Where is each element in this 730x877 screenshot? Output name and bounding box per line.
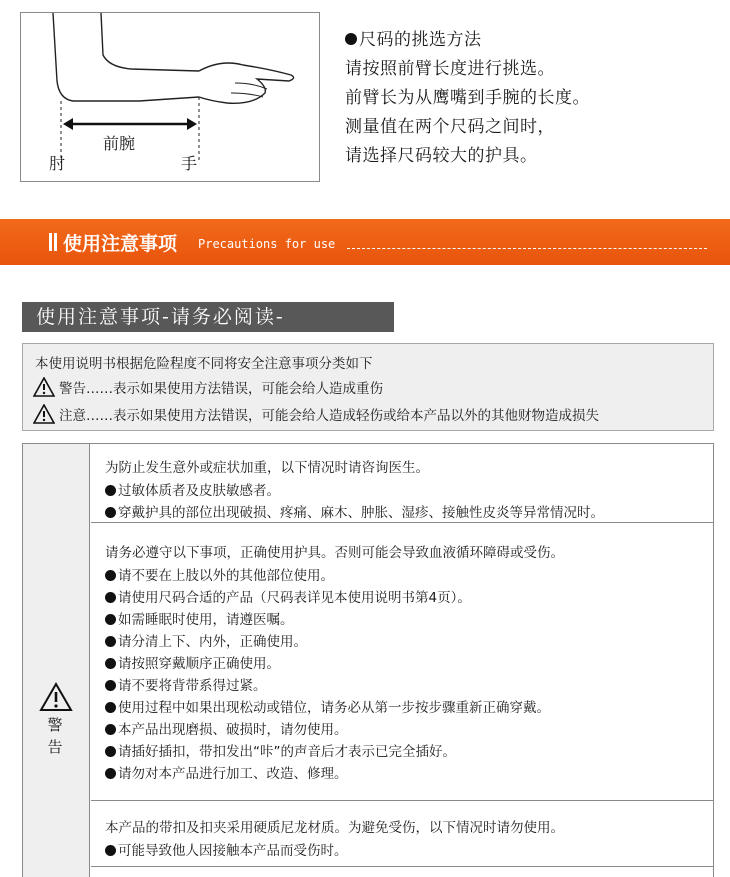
list-item: 请插好插扣，带扣发出“咔”的声音后才表示已完全插好。	[105, 740, 456, 760]
banner-divider	[347, 248, 707, 249]
section-heading: 使用注意事项-请务必阅读-	[22, 302, 394, 332]
banner-subtitle: Precautions for use	[198, 237, 336, 251]
list-item: 请分清上下、内外，正确使用。	[105, 630, 307, 650]
size-method-line: 测量值在两个尺码之间时，	[345, 117, 555, 137]
bullet-icon	[105, 746, 116, 757]
bullet-icon	[105, 507, 116, 518]
warning-block-hard-nylon	[91, 801, 714, 867]
forearm-span-label: 前腕	[103, 134, 136, 153]
bullet-icon	[105, 636, 116, 647]
size-method-line: 前臂长为从鹰嘴到手腕的长度。	[345, 88, 590, 108]
list-item: 请不要在上肢以外的其他部位使用。	[105, 564, 334, 584]
bullet-icon	[105, 680, 116, 691]
arm-illustration-icon	[21, 13, 321, 183]
bullet-icon	[105, 658, 116, 669]
list-item: 本产品出现磨损、破损时，请勿使用。	[105, 718, 348, 738]
banner-bar-icon	[54, 233, 57, 251]
warning-block-consult-doctor	[91, 444, 714, 523]
bullet-icon	[105, 485, 116, 496]
bullet-icon	[105, 724, 116, 735]
classification-intro: 本使用说明书根据危险程度不同将安全注意事项分类如下	[35, 356, 373, 372]
block-intro: 请务必遵守以下事项，正确使用护具。否则可能会导致血液循环障碍或受伤。	[105, 545, 564, 561]
warning-triangle-icon	[33, 377, 55, 397]
list-item: 请不要将背带系得过紧。	[105, 674, 267, 694]
banner-bar-icon	[49, 233, 52, 251]
list-item: 使用过程中如果出现松动或错位，请务必从第一步按步骤重新正确穿戴。	[105, 696, 550, 716]
warning-definition: 警告……表示如果使用方法错误，可能会给人造成重伤	[33, 377, 383, 397]
bullet-icon	[105, 614, 116, 625]
precautions-banner	[0, 219, 730, 265]
hazard-classification-box	[22, 343, 714, 431]
bullet-icon	[105, 570, 116, 581]
warning-block-correct-use	[91, 523, 714, 801]
size-method-line: 请选择尺码较大的护具。	[345, 146, 538, 166]
list-item: 如需睡眠时使用，请遵医嘱。	[105, 608, 294, 628]
bullet-icon	[105, 768, 116, 779]
caution-triangle-icon	[33, 404, 55, 424]
caution-definition: 注意……表示如果使用方法错误，可能会给人造成轻伤或给本产品以外的其他财物造成损失	[33, 404, 599, 424]
warning-triangle-icon	[39, 682, 73, 712]
list-item: 请勿对本产品进行加工、改造、修理。	[105, 762, 348, 782]
elbow-label: 肘	[49, 154, 66, 173]
hand-label: 手	[181, 154, 198, 173]
list-item: 穿戴护具的部位出现破损、疼痛、麻木、肿胀、湿疹、接触性皮炎等异常情况时。	[105, 501, 604, 521]
size-method-title: 尺码的挑选方法	[345, 26, 715, 55]
warning-table	[22, 443, 714, 877]
list-item: 可能导致他人因接触本产品而受伤时。	[105, 839, 348, 859]
size-selection-text	[345, 26, 715, 171]
warning-side-label: 警 告	[47, 716, 63, 756]
list-item: 过敏体质者及皮肤敏感者。	[105, 479, 280, 499]
block-intro: 为防止发生意外或症状加重，以下情况时请咨询医生。	[105, 460, 429, 476]
warning-side-column	[23, 444, 90, 877]
bullet-icon	[345, 33, 357, 45]
size-method-line: 请按照前臂长度进行挑选。	[345, 59, 555, 79]
bullet-icon	[105, 702, 116, 713]
list-item: 请使用尺码合适的产品（尺码表详见本使用说明书第4页）。	[105, 586, 471, 606]
forearm-diagram	[20, 12, 320, 182]
list-item: 请按照穿戴顺序正确使用。	[105, 652, 280, 672]
block-intro: 本产品的带扣及扣夹采用硬质尼龙材质。为避免受伤，以下情况时请勿使用。	[105, 820, 564, 836]
bullet-icon	[105, 845, 116, 856]
banner-title: 使用注意事项	[63, 233, 178, 255]
bullet-icon	[105, 592, 116, 603]
